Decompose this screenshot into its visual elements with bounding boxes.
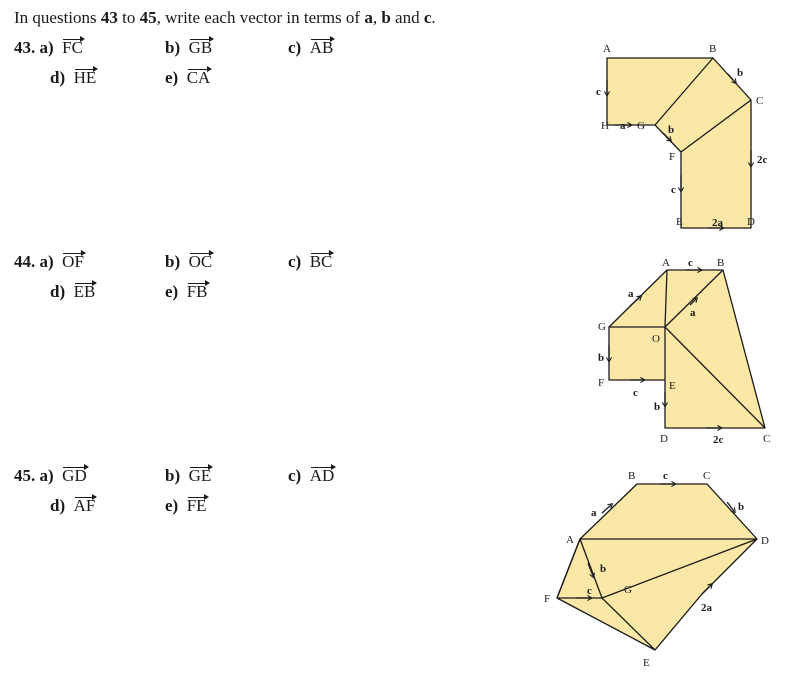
part-label: d) [50,68,66,87]
vector: OF [62,252,84,271]
d43-label-C: C [756,95,764,107]
d43-label-c: c [596,86,601,98]
d45-shape [557,484,757,650]
d43-label-2c: 2c [757,154,768,166]
intro-text: and [390,8,424,27]
part-label: d) [50,496,66,515]
part-label: c) [288,252,302,271]
vector: CA [186,68,211,87]
intro-vector-c: c [423,8,432,27]
d45-label-2a: 2a [701,602,712,614]
d44-label-a: a [690,307,696,319]
d43-label-E: E [676,216,683,228]
vector: GB [188,38,213,57]
part-label: a) [39,252,54,271]
intro-vector-a: a [364,8,373,27]
intro-from: 43 [100,8,118,27]
d43-label-b: b [737,67,744,79]
d45-label-c: c [587,585,592,597]
d44-label-C: C [763,433,771,445]
d44-label-b: b [598,352,605,364]
vector: AB [309,38,334,57]
vector: GD [62,466,87,485]
d45-label-G: G [624,584,632,596]
question-number: 44. [14,252,36,271]
d45-label-A: A [566,534,574,546]
intro-text: . [431,8,436,27]
part-label: a) [39,466,54,485]
vector: OC [188,252,213,271]
diagram-43 [607,58,751,228]
d44-label-G: G [598,321,606,333]
d43-label-a: a [620,120,626,132]
diagram-45 [557,484,757,650]
d43-label-A: A [603,43,611,55]
vector: AF [73,496,96,515]
part-label: b) [165,252,181,271]
d43-label-B: B [709,43,717,55]
question-number: 45. [14,466,36,485]
vector: BC [309,252,333,271]
d43-label-F: F [669,151,676,163]
part-label: c) [288,466,302,485]
d45-label-b: b [600,563,607,575]
vector: GE [188,466,212,485]
d45-label-E: E [643,657,650,669]
d43-label-c: c [671,184,676,196]
vector: AD [309,466,335,485]
d45-label-C: C [703,470,711,482]
part-label: e) [165,68,179,87]
d44-label-B: B [717,257,725,269]
d44-label-c: c [633,387,638,399]
part-label: b) [165,38,181,57]
d43-label-D: D [747,216,755,228]
part-label: e) [165,496,179,515]
intro-text: to [117,8,140,27]
part-label: e) [165,282,179,301]
d45-label-D: D [761,535,769,547]
d44-label-a: a [628,288,634,300]
d44-label-A: A [662,257,670,269]
vector: EB [73,282,96,301]
d44-label-c: c [688,257,693,269]
d44-label-F: F [598,377,605,389]
d44-label-O: O [652,333,660,345]
vector: FE [186,496,207,515]
vector: FB [186,282,208,301]
d45-label-c: c [663,470,668,482]
d43-shape [607,58,751,228]
vector: FC [62,38,83,57]
d44-label-D: D [660,433,668,445]
part-label: b) [165,466,181,485]
d44-label-2c: 2c [713,434,724,446]
d43-label-2a: 2a [712,217,723,229]
d45-label-a: a [591,507,597,519]
question-number: 43. [14,38,36,57]
d45-label-B: B [628,470,636,482]
intro-text: , write each vector in terms of [156,8,365,27]
d44-label-b: b [654,401,661,413]
part-label: a) [39,38,54,57]
d43-label-G: G [637,120,645,132]
part-label: c) [288,38,302,57]
d44-label-E: E [669,380,676,392]
intro-vector-b: b [381,8,391,27]
intro-text: In questions [14,8,101,27]
intro-to: 45 [139,8,157,27]
d43-label-H: H [601,120,609,132]
d45-label-F: F [544,593,551,605]
d43-label-b: b [668,124,675,136]
intro-text: , [372,8,382,27]
vector: HE [73,68,97,87]
d45-label-b: b [738,501,745,513]
part-label: d) [50,282,66,301]
